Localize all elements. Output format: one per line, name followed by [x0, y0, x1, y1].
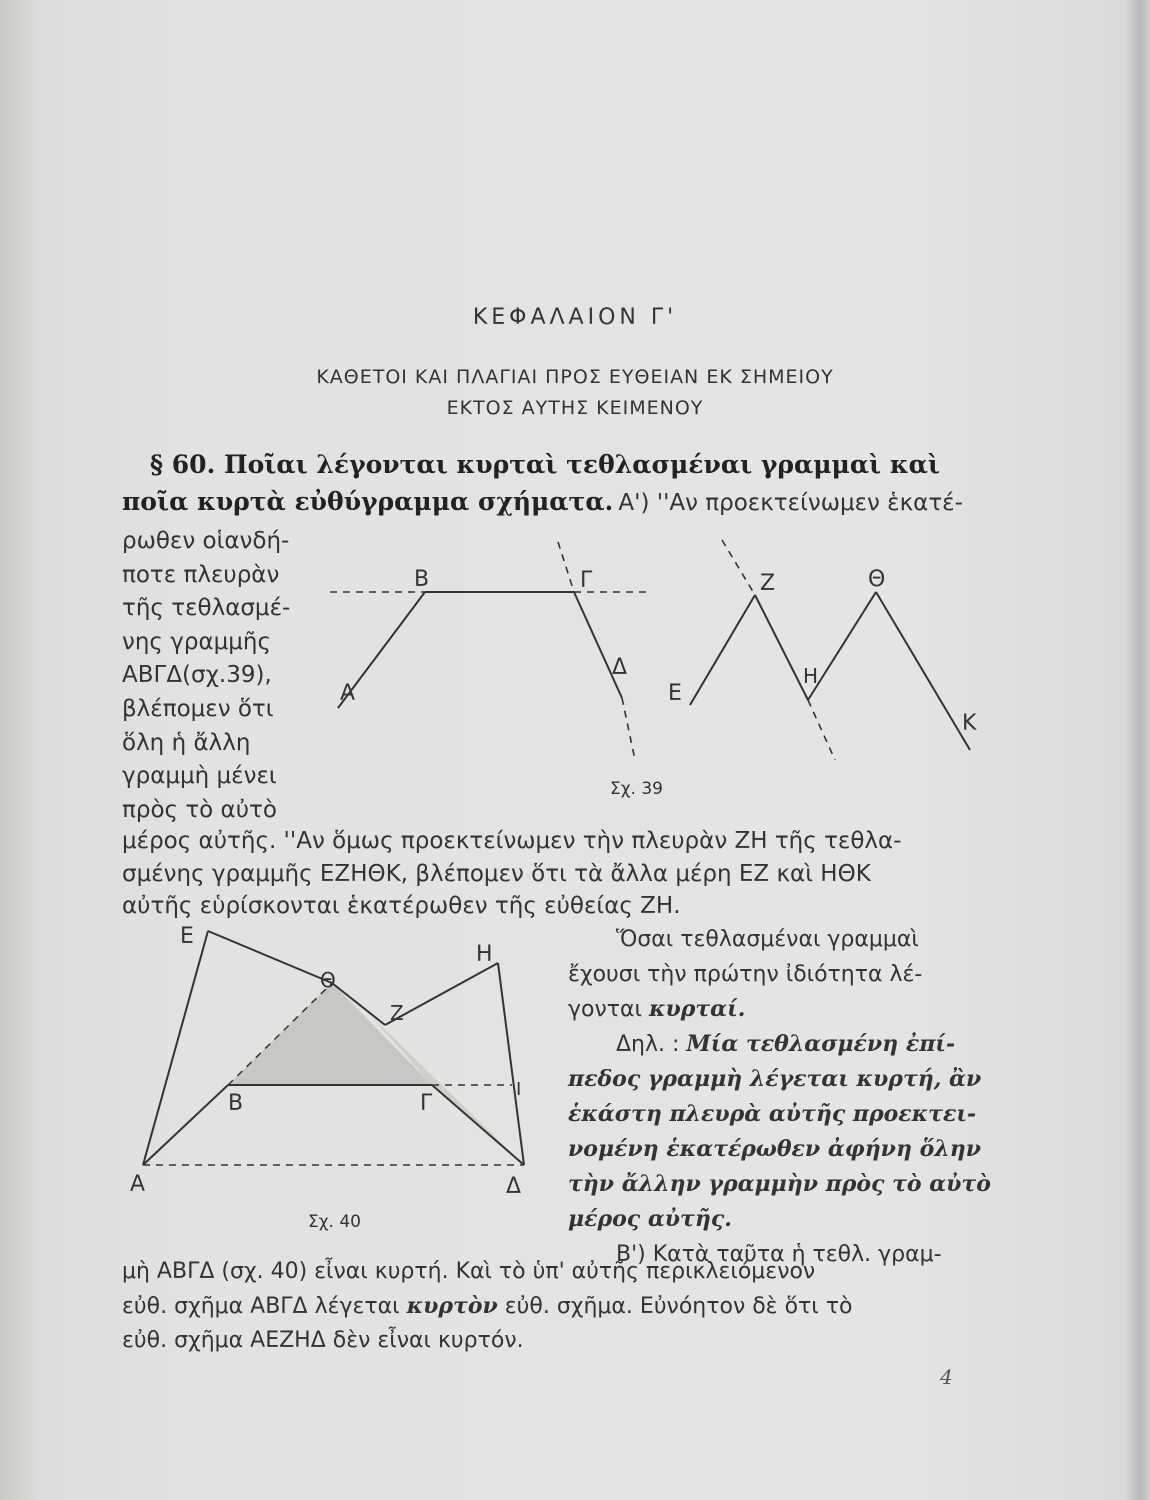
definition-line: μέρος αὐτῆς. — [568, 1206, 732, 1232]
text-plain: γονται — [568, 997, 642, 1022]
chapter-subtitle-line1: ΚΑΘΕΤΟΙ ΚΑΙ ΠΛΑΓΙΑΙ ΠΡΟΣ ΕΥΘΕΙΑΝ ΕΚ ΣΗΜΕΙΟΥ — [316, 366, 834, 388]
segment-ETH — [208, 931, 332, 983]
section-heading-line1: § 60. Ποῖαι λέγονται κυρταὶ τεθλασμέναι γραμμαὶ καὶ — [150, 450, 940, 479]
label-I: Ι — [516, 1079, 522, 1100]
figure-40 — [120, 915, 550, 1235]
text-line — [568, 992, 991, 1027]
term-kyrtai: κυρταί. — [648, 996, 746, 1022]
label-H: Η — [476, 942, 493, 967]
paragraph-b-full-lines — [122, 1255, 852, 1358]
text-line: πρὸς τὸ αὐτὸ — [122, 796, 277, 823]
text-line: Ὅσαι τεθλασμέναι γραμμαὶ — [616, 927, 919, 952]
text-line: Β') Κατὰ ταῦτα ἡ τεθλ. γραμ- — [616, 1242, 942, 1267]
label-A: Α — [340, 681, 356, 706]
text-plain: εὐθ. σχῆμα. Εὐνόητον δὲ ὅτι τὸ — [504, 1294, 853, 1319]
shaded-region-right — [370, 1015, 524, 1165]
label-A: Α — [130, 1172, 146, 1197]
text-line: μὴ ΑΒΓΔ (σχ. 40) εἶναι κυρτή. Καὶ τὸ ὑπ' αὐτῆς περικλειόμενον — [122, 1259, 816, 1284]
text-line: ρωθεν οἱανδή- — [122, 528, 290, 554]
label-K: Κ — [962, 711, 977, 736]
segment-HD — [498, 963, 524, 1165]
text-line: τῆς τεθλασμέ- — [122, 595, 291, 622]
paragraph-a-full-lines — [122, 825, 902, 923]
shaded-region-left — [228, 983, 432, 1085]
definition-line: νομένη ἑκατέρωθεν ἀφήνη ὅλην — [568, 1136, 981, 1162]
text-line: βλέπομεν ὅτι — [122, 695, 274, 722]
definition-line: τὴν ἄλλην γραμμὴν πρὸς τὸ αὐτὸ — [568, 1171, 991, 1197]
text-line — [568, 1027, 991, 1062]
segment-AB — [143, 1085, 228, 1165]
text-line: νης γραμμῆς — [122, 628, 271, 655]
extension-ZH-down — [808, 700, 835, 760]
definition-line: ἑκάστη πλευρὰ αὐτῆς προεκτει- — [568, 1101, 977, 1127]
figure-39 — [330, 530, 990, 800]
section-heading-bold: ποῖα κυρτὰ εὐθύγραμμα σχήματα. — [122, 487, 614, 516]
figure-39-caption: Σχ. 39 — [610, 779, 664, 799]
segment-EZ — [690, 595, 755, 705]
text-line: ἔχουσι τὴν πρώτην ἰδιότητα λέ- — [568, 962, 923, 987]
text-line: γραμμὴ μένει — [122, 763, 277, 790]
text-line: σμένης γραμμῆς ΕΖΗΘΚ, βλέπομεν ὅτι τὰ ἄλλα μέρη ΕΖ καὶ ΗΘΚ — [122, 860, 871, 887]
text-line: αὐτῆς εὑρίσκονται ἑκατέρωθεν τῆς εὐθείας ΖΗ. — [122, 893, 681, 919]
extension-GD-down — [622, 698, 635, 760]
page-number: 4 — [940, 1365, 953, 1389]
text-line: ὅλη ἡ ἄλλη — [122, 729, 251, 756]
segment-HTH — [808, 592, 876, 700]
paragraph-a-left-column — [122, 525, 290, 827]
definition-prefix: Δηλ. : — [616, 1032, 680, 1057]
label-G: Γ — [580, 568, 593, 593]
label-E: Ε — [668, 681, 682, 706]
text-line: μέρος αὐτῆς. ''Αν ὅμως προεκτείνωμεν τὴν πλευρὰν ΖΗ τῆς τεθλα- — [122, 828, 902, 854]
section-heading-rest: Α') ''Αν προεκτείνωμεν ἑκατέ- — [618, 490, 963, 516]
definition-text: Μία τεθλασμένη ἐπί- — [686, 1031, 956, 1057]
segment-AE — [143, 931, 208, 1165]
segment-THK — [876, 592, 970, 750]
label-D: Δ — [612, 655, 628, 680]
label-G: Γ — [420, 1091, 433, 1116]
text-line — [122, 1289, 852, 1324]
label-TH: Θ — [868, 567, 886, 592]
text-plain: εὐθ. σχῆμα ΑΒΓΔ λέγεται — [122, 1294, 400, 1319]
label-Z: Ζ — [760, 571, 776, 596]
chapter-title: ΚΕΦΑΛΑΙΟΝ Γ' — [472, 305, 678, 330]
term-kyrton: κυρτὸν — [406, 1293, 498, 1319]
segment-GD — [574, 592, 622, 698]
chapter-subtitle-line2: ΕΚΤΟΣ ΑΥΤΗΣ ΚΕΙΜΕΝΟΥ — [446, 397, 704, 419]
section-heading-line2 — [122, 487, 963, 516]
segment-GD — [432, 1085, 524, 1165]
label-B: Β — [228, 1091, 244, 1116]
figure-40-caption: Σχ. 40 — [308, 1212, 362, 1232]
label-B: Β — [414, 567, 430, 592]
label-D: Δ — [506, 1174, 522, 1199]
label-E: Ε — [180, 924, 194, 949]
label-H: Η — [803, 664, 819, 688]
segment-ZH — [755, 595, 808, 700]
definition-line: πεδος γραμμὴ λέγεται κυρτή, ἂν — [568, 1066, 982, 1092]
text-line: ΑΒΓΔ(σχ.39), — [122, 662, 272, 689]
extension-GD-up — [558, 542, 574, 592]
label-TH: Θ — [320, 968, 336, 992]
paragraph-b-right-column — [568, 922, 991, 1272]
text-line: ποτε πλευρὰν — [122, 561, 280, 588]
label-Z: Ζ — [390, 1001, 404, 1025]
extension-ZH-up — [722, 540, 755, 595]
text-line: εὐθ. σχῆμα ΑΕΖΗΔ δὲν εἶναι κυρτόν. — [122, 1328, 524, 1353]
